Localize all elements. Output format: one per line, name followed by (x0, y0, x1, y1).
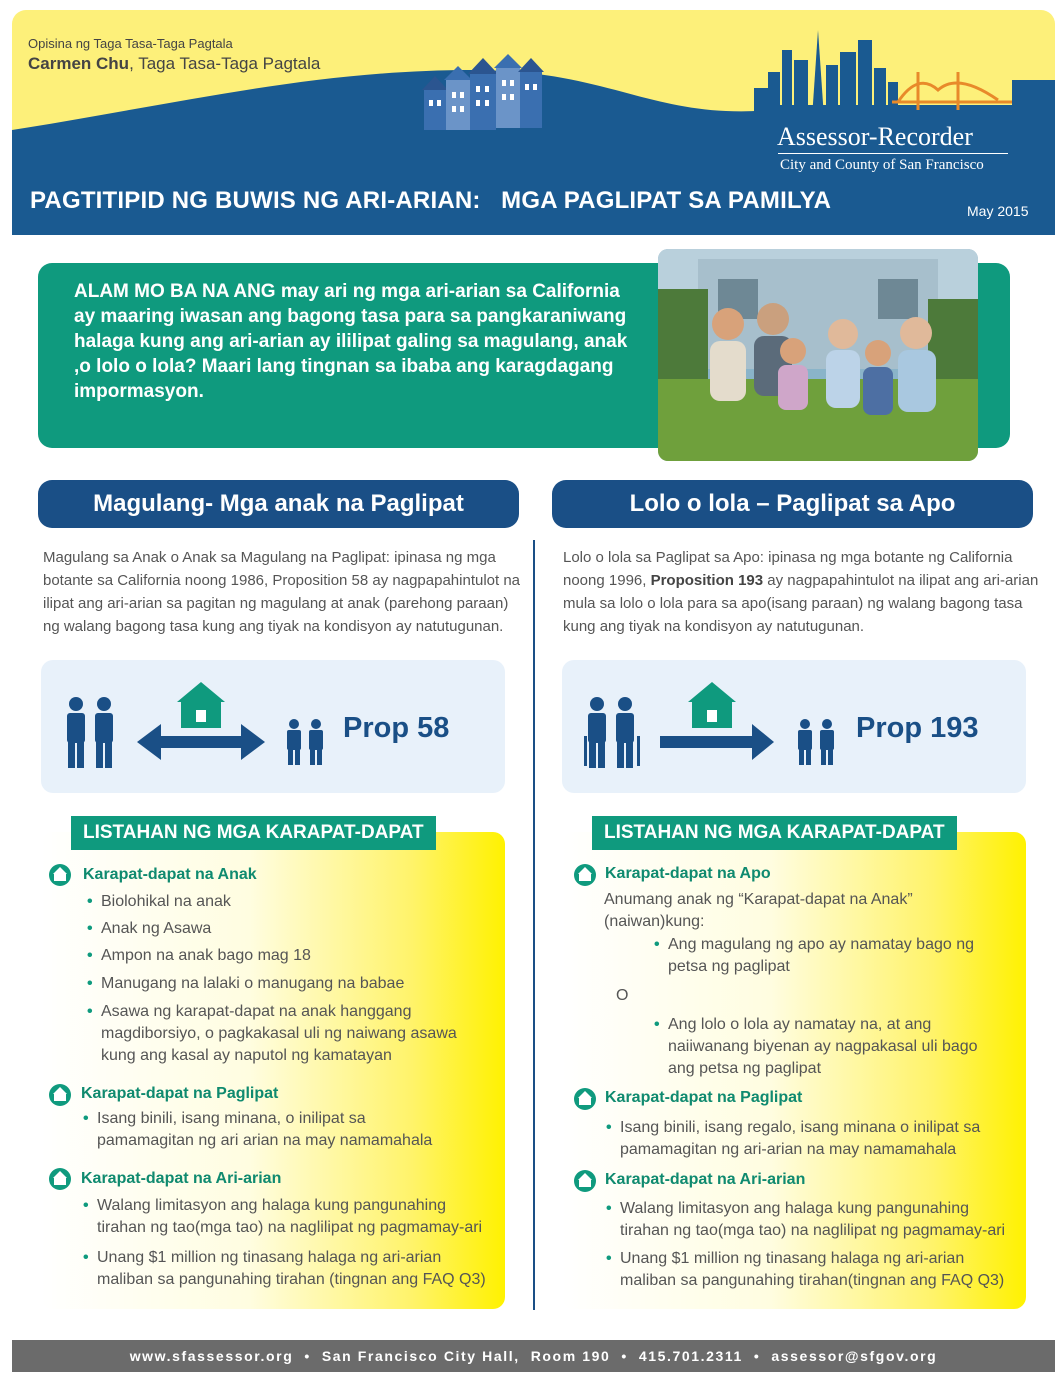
page-header (12, 10, 1055, 235)
description-prop193-part2: ay nagpapahintulot na ilipat ang ari-arian mula sa lolo o lola para sa apo(isang paraan) ng walang bagong tasa kung ang tiyak na kondisyon ay natutugunan. (563, 572, 1039, 635)
house-icon (688, 682, 736, 728)
prop58-diagram (41, 660, 505, 793)
children-icon (287, 719, 323, 765)
prop193-diagram (562, 660, 1026, 793)
column-divider (533, 540, 535, 1310)
prop193-diagram-graphic (562, 660, 862, 793)
city-skyline-icon (754, 30, 1055, 118)
category-eligible-property: Karapat-dapat na Ari-arian (605, 1171, 806, 1188)
description-prop193-part1: Lolo o lola sa Paglipat sa Apo: ipinasa ng mga botante ng California noong 1996, (563, 549, 1013, 589)
section-heading-parent-child: Magulang- Mga anak na Paglipat (38, 480, 519, 528)
brand-title: Assessor-Recorder (777, 122, 973, 151)
list-item: • Ang lolo o lola ay namatay na, at ang naiiwanang biyenan ay nagpakasal uli bago ang petsa ng paglipat (668, 1014, 998, 1080)
assessor-name (28, 54, 320, 74)
category-eligible-transfer: Karapat-dapat na Paglipat (605, 1089, 803, 1106)
house-icon (49, 864, 71, 886)
list-item: • Ang magulang ng apo ay namatay bago ng petsa ng paglipat (668, 934, 998, 978)
right-arrow-icon (660, 724, 774, 760)
eligibility-list-prop193 (562, 822, 1026, 1309)
list-item: • Walang limitasyon ang halaga kung pangunahing tirahan ng tao(mga tao) na naglilipat ng pagmamay-ari (97, 1195, 497, 1239)
description-prop193 (563, 546, 1043, 638)
description-prop58: Magulang sa Anak o Anak sa Magulang na Paglipat: ipinasa ng mga botante sa California noong 1986, Proposition 58 ay nagpapahintulot na ilipat ang ari-arian sa pagitan ng magulang at anak (parehong paraan) ng walang bagong tasa kung ang tiyak na kondisyon ay natutugunan. (43, 549, 521, 635)
prop193-label: Prop 193 (856, 712, 979, 744)
eligibility-list-prop58 (41, 822, 505, 1309)
double-arrow-icon (137, 724, 265, 760)
house-icon (177, 682, 225, 728)
list-item: • Ampon na anak bago mag 18 (101, 945, 481, 967)
list-item: • Anak ng Asawa (101, 918, 481, 940)
section-heading-grandparent: Lolo o lola – Paglipat sa Apo (552, 480, 1033, 528)
eligibility-list-title: LISTAHAN NG MGA KARAPAT-DAPAT (71, 816, 436, 850)
or-separator: O (616, 987, 629, 1004)
category-eligible-property: Karapat-dapat na Ari-arian (81, 1170, 282, 1187)
footer-contact: www.sfassessor.org • San Francisco City Hall, Room 190 • 415.701.2311 • assessor@sfgov.org (12, 1340, 1055, 1372)
page-title: PAGTITIPID NG BUWIS NG ARI-ARIAN: MGA PAGLIPAT SA PAMILYA (30, 187, 832, 214)
list-item: • Biolohikal na anak (101, 891, 481, 913)
family-photo-illustration (658, 249, 978, 461)
list-item: • Isang binili, isang minana, o inilipat sa pamamagitan ng ari arian na may namamahala (97, 1108, 447, 1152)
list-item: • Isang binili, isang regalo, isang minana o inilipat sa pamamagitan ng ari-arian na may namamahala (620, 1117, 1000, 1161)
brand-subtitle: City and County of San Francisco (780, 157, 984, 173)
house-icon (574, 864, 596, 886)
assessor-name-bold: Carmen Chu (28, 54, 130, 73)
house-icon (574, 1170, 596, 1192)
house-icon (49, 1168, 71, 1190)
grandchildren-icon (798, 719, 834, 765)
house-icon (574, 1088, 596, 1110)
list-item: • Manugang na lalaki o manugang na babae (101, 973, 481, 995)
description-prop193-bold: Proposition 193 (650, 572, 764, 589)
eligibility-list-title: LISTAHAN NG MGA KARAPAT-DAPAT (592, 816, 957, 850)
grandparents-icon (584, 697, 640, 768)
category-eligible-child: Karapat-dapat na Anak (83, 866, 257, 883)
family-photo (658, 249, 978, 461)
office-name: Opisina ng Taga Tasa-Taga Pagtala (28, 36, 233, 51)
prop58-label: Prop 58 (343, 712, 450, 744)
intro-text: ALAM MO BA NA ANG may ari ng mga ari-arian sa California ay maaring iwasan ang bagong tasa para sa pangkaraniwang halaga kung ang ari-arian ay ililipat galing sa magulang, anak ,o lolo o lola? Maari lang tingnan sa ibaba ang karagdagang impormasyon. (74, 281, 628, 402)
list-item: • Asawa ng karapat-dapat na anak hanggang magdiborsiyo, o pagkakasal uli ng naiwang asawa kung ang kasal ay naputol ng kamatayan (101, 1001, 485, 1067)
prop58-diagram-graphic (41, 660, 341, 793)
grandchild-intro: Anumang anak ng “Karapat-dapat na Anak” (naiwan)kung: (604, 891, 913, 930)
brand-divider (778, 153, 1008, 154)
category-eligible-transfer: Karapat-dapat na Paglipat (81, 1085, 279, 1102)
parents-icon (67, 697, 113, 768)
houses-icon (422, 54, 544, 130)
publication-date: May 2015 (967, 203, 1029, 219)
house-icon (49, 1084, 71, 1106)
bridge-icon (892, 72, 1012, 110)
list-item: • Unang $1 million ng tinasang halaga ng ari-arian maliban sa pangunahing tirahan (tingnan ang FAQ Q3) (97, 1247, 497, 1291)
list-item: • Walang limitasyon ang halaga kung pangunahing tirahan ng tao(mga tao) na naglilipat ng pagmamay-ari (620, 1198, 1020, 1242)
category-eligible-grandchild: Karapat-dapat na Apo (605, 865, 771, 882)
assessor-role: , Taga Tasa-Taga Pagtala (129, 54, 321, 73)
list-item: • Unang $1 million ng tinasang halaga ng ari-arian maliban sa pangunahing tirahan(tingnan ang FAQ Q3) (620, 1248, 1020, 1292)
